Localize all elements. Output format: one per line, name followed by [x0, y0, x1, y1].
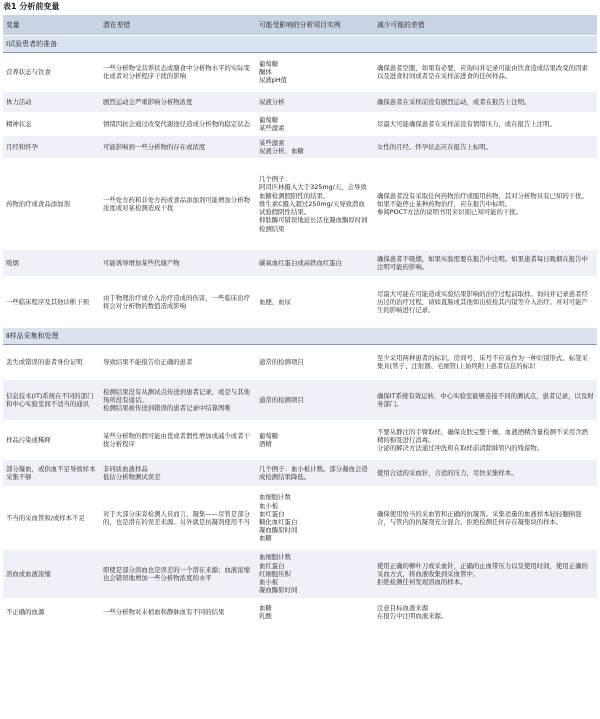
section-title: Ⅱ样品采集和处理	[3, 328, 597, 345]
affected-tests-cell	[256, 460, 374, 487]
error-reduction-cell-text: 确保患者在采样前没有剧烈运动，或者在报告上注明。	[377, 97, 531, 106]
header-variable: 变量	[3, 15, 100, 36]
potential-error-cell	[100, 159, 256, 250]
error-reduction-cell-text: 使用合适的采血针，合适的压力，尽快采集样本。	[377, 468, 518, 477]
variable-cell-text: 月经和怀孕	[6, 142, 38, 151]
section-title: Ⅰ试验患者的准备	[3, 36, 597, 53]
potential-error-cell	[100, 277, 256, 328]
potential-error-cell-text: 检测结果没有从测试点传送到患者记录，或是与其他场所没有通话。 检测结果被传送到错误的患者记录中结算图唯	[103, 387, 250, 413]
error-reduction-cell	[374, 460, 597, 487]
variable-cell	[3, 250, 100, 277]
section-header-row	[3, 36, 597, 53]
error-reduction-cell	[374, 550, 597, 599]
potential-error-cell-text: 一些分析物对末梢血和静脉血有不同的结果	[103, 607, 225, 616]
affected-tests-cell-text: 血便、血尿	[259, 297, 291, 306]
potential-error-cell-text: 一些分析物受营养状态或膳食中分析物水平的实际变化或者对分析程序干扰的影响	[103, 63, 250, 80]
affected-tests-cell	[256, 250, 374, 277]
table-body	[3, 36, 597, 626]
affected-tests-cell-text: 尿液分析	[259, 97, 285, 106]
error-reduction-cell	[374, 159, 597, 250]
potential-error-cell	[100, 136, 256, 159]
affected-tests-cell	[256, 136, 374, 159]
potential-error-cell	[100, 345, 256, 380]
variable-cell-text: 不当的采血管和/或样本不足	[6, 513, 85, 522]
potential-error-cell	[100, 599, 256, 626]
potential-error-cell	[100, 460, 256, 487]
error-reduction-cell	[374, 136, 597, 159]
error-reduction-cell-text: 至少采用两种患者的标识。房间号、床号不应该作为一种识别形式。标签采集具(管子、注射器、毛细管)上始终附上患者信息的标识	[377, 353, 588, 370]
table-row	[3, 92, 597, 113]
affected-tests-cell-text: 葡萄糖 某些激素	[259, 115, 285, 132]
error-reduction-cell	[374, 380, 597, 421]
variable-cell-text: 不正确的血源	[6, 607, 45, 616]
potential-error-cell	[100, 250, 256, 277]
affected-tests-cell-text: 血细胞计数 血小板 血红蛋白 糖化血红蛋白 凝血酶原时间 血糖	[259, 493, 298, 543]
error-reduction-cell-text: 确保患者没有采取任何药物治疗或服用药物，其对分析物具有已知的干扰。如果不能停止某种药物治疗，应在报告中标明。 参阅POCT方法的说明书用来识别已知可能的干扰。	[377, 191, 588, 217]
potential-error-cell-text: 情绪因抗会通过改变代谢途径造成分析物的稳定状态	[103, 119, 250, 128]
variable-cell-text: 丢失或错误的患者身份证明	[6, 357, 83, 366]
affected-tests-cell-text: 几个例子：血小板计数。部分凝血会造成检测结果降低。	[259, 464, 368, 481]
affected-tests-cell	[256, 92, 374, 113]
error-reduction-cell-text: 确保患者不吸烟，如果实验需要在报告中注明。如果患者每日吸烟在报告中注明可能的影响。	[377, 254, 588, 271]
potential-error-cell	[100, 380, 256, 421]
variable-cell-text: 精神状态	[6, 119, 32, 128]
potential-error-cell	[100, 53, 256, 92]
error-reduction-cell-text: 使用正确的柳叶刀或采血针，正确的止血带压力以及使用时间，使用正确的采血方式，将血液收集到采血管中。 拒绝检测任何发现溶血的样本。	[377, 561, 588, 587]
affected-tests-cell-text: 葡萄糖 酒精	[259, 431, 279, 448]
variable-cell	[3, 487, 100, 550]
error-reduction-cell	[374, 345, 597, 380]
error-reduction-cell-text: 尽最大可能确保患者在采样前没有情绪压力，或在报告上注明。	[377, 119, 556, 128]
table-caption: 表1 分析前变量	[3, 2, 60, 11]
affected-tests-cell	[256, 159, 374, 250]
table-row	[3, 421, 597, 460]
variable-cell-text: 信息技术(IT)系统在不同的部门和中心实验室间不适当的通讯	[6, 391, 94, 408]
error-reduction-cell	[374, 92, 597, 113]
variable-cell-text: 吸烟	[6, 258, 19, 267]
table-row	[3, 550, 597, 599]
potential-error-cell	[100, 92, 256, 113]
affected-tests-cell-text: 血糖 乳酸	[259, 603, 272, 620]
affected-tests-cell	[256, 421, 374, 460]
affected-tests-cell	[256, 380, 374, 421]
table-row	[3, 113, 597, 136]
affected-tests-cell-text: 通常的检测项目	[259, 357, 304, 366]
error-reduction-cell	[374, 487, 597, 550]
potential-error-cell-text: 即使是部分溶血也是误差的一个潜在来源；血液浓缩也会错误地增加一些分析物浓度的水平	[103, 565, 250, 582]
affected-tests-cell-text: 葡萄糖 酮体 尿液pH值	[259, 59, 288, 85]
error-reduction-cell-text: 确保IT系统有效运转，中心实验室能够连接不同的测试点，患者记录，以及财务部门。	[377, 391, 594, 408]
variable-cell	[3, 421, 100, 460]
variable-cell-text: 样品污染或稀释	[6, 435, 51, 444]
affected-tests-cell	[256, 550, 374, 599]
affected-tests-cell	[256, 277, 374, 328]
header-potential-error: 潜在差错	[100, 15, 256, 36]
variable-cell	[3, 159, 100, 250]
variable-cell-text: 药物治疗或食品添加剂	[6, 199, 70, 208]
potential-error-cell	[100, 487, 256, 550]
table-row	[3, 380, 597, 421]
affected-tests-cell	[256, 487, 374, 550]
variable-cell	[3, 460, 100, 487]
potential-error-cell-text: 可能诱导增加某些代谢产物	[103, 258, 180, 267]
variable-cell-text: 溶血或血液浓缩	[6, 569, 51, 578]
variable-cell	[3, 380, 100, 421]
potential-error-cell-text: 对于大部分床旁检测人员而言，凝集——尽管是部分的，也是潜在的误差来源。另外就是抗凝剂使用不当	[103, 509, 250, 526]
error-reduction-cell	[374, 599, 597, 626]
variable-cell-text: 体力活动	[6, 97, 32, 106]
affected-tests-cell	[256, 599, 374, 626]
variable-cell	[3, 599, 100, 626]
table-row	[3, 460, 597, 487]
table-row	[3, 159, 597, 250]
potential-error-cell	[100, 550, 256, 599]
variable-cell	[3, 277, 100, 328]
potential-error-cell-text: 某些分析物的假可能由优或者假性增加或减少或者干扰分析程序	[103, 431, 250, 448]
potential-error-cell-text: 非同质血液样品 低估分析物测试误差	[103, 464, 161, 481]
affected-tests-cell-text: 血细胞计数 血红蛋白 红细胞压积 血小板 凝血酶原时间	[259, 553, 298, 595]
variable-cell	[3, 113, 100, 136]
variable-cell	[3, 53, 100, 92]
affected-tests-cell-text: 某些激素 尿液分析、血糖	[259, 138, 304, 155]
header-affected-tests: 可能受影响的分析项目实例	[256, 15, 374, 36]
error-reduction-cell-text: 女性的月经、怀孕状态应在报告上标明。	[377, 142, 493, 151]
variable-cell	[3, 345, 100, 380]
variable-cell-text: 部分凝血，或供血不足导致样本采集不够	[6, 464, 96, 481]
affected-tests-cell	[256, 113, 374, 136]
error-reduction-cell-text: 注意目标血液来源 在报告中注明血液来源。	[377, 603, 448, 620]
variable-cell	[3, 92, 100, 113]
error-reduction-cell	[374, 113, 597, 136]
affected-tests-cell	[256, 345, 374, 380]
error-reduction-cell	[374, 421, 597, 460]
potential-error-cell-text: 一些处方药和非处方药或食品添加剂可能增加分析物浓度或对某检测造成干扰	[103, 195, 250, 212]
error-reduction-cell	[374, 250, 597, 277]
table-row	[3, 599, 597, 626]
section-header-row	[3, 328, 597, 345]
error-reduction-cell-text: 尽最大可能在可能造成实验结果影响的治疗过程前取样。询问并记录患者经历过的治疗过程，请如直肠或其他如出检检其内镜等介入治疗。并对可能产生的影响进行记录。	[377, 289, 588, 315]
variable-cell-text: 一些临床程序及其他诊断干预	[6, 297, 90, 306]
table-header-row	[3, 15, 597, 36]
error-reduction-cell-text: 确保患者空腹，如果有必要，应询问并记录可能由饮食造成结果改变的因素以及进食时间或者是在采样前进食的任何样品。	[377, 63, 588, 80]
potential-error-cell-text: 可能影响到一些分析物的存在或浓度	[103, 142, 206, 151]
variable-cell-text: 营养状态与饮食	[6, 67, 51, 76]
affected-tests-cell-text: 碳氧血红蛋白或高铁血红蛋白	[259, 258, 343, 267]
variable-cell	[3, 550, 100, 599]
error-reduction-cell	[374, 53, 597, 92]
affected-tests-cell	[256, 53, 374, 92]
affected-tests-cell-text: 几个例子： 阿司匹林摄入大于325mg/天，会导致血糖检测假阳性的结果。 维生素C摄入超过250mg/天导致潜血试验假阴性结果。 抑肽酶可错误地延长活化凝血酶原时间检测结果	[259, 175, 368, 233]
variable-cell	[3, 136, 100, 159]
table-row	[3, 136, 597, 159]
affected-tests-cell-text: 通常的检测项目	[259, 395, 304, 404]
potential-error-cell	[100, 113, 256, 136]
potential-error-cell-text: 由于物理治疗或介入治疗造成的伤害，一些临床治疗将会对分析物的数值造成影响	[103, 293, 250, 310]
potential-error-cell	[100, 421, 256, 460]
table-row	[3, 345, 597, 380]
table-row	[3, 250, 597, 277]
header-error-reduction: 减少可能的差错	[374, 15, 597, 36]
table-row	[3, 487, 597, 550]
variables-table	[3, 14, 597, 626]
potential-error-cell-text: 导致结果不能报告给正确的患者	[103, 357, 193, 366]
error-reduction-cell-text: 不要从静注的手臂取样，确保皮肤完整干燥。血液酒精含量检测不采用含酒精的棉签进行消毒。 分泌的解决方法通过冲洗和在取样前清除肺管内的残留物。	[377, 427, 588, 453]
table-row	[3, 277, 597, 328]
table-row	[3, 53, 597, 92]
error-reduction-cell-text: 确保使用恰当的采血管和正确的抗凝剂。采集适量的血液样本轻轻翻倒混合，与管内的抗凝剂充分混合。拒绝检测任何存在凝集块的样本。	[377, 509, 582, 526]
potential-error-cell-text: 剧烈运动会严重影响分析物浓度	[103, 97, 193, 106]
error-reduction-cell	[374, 277, 597, 328]
